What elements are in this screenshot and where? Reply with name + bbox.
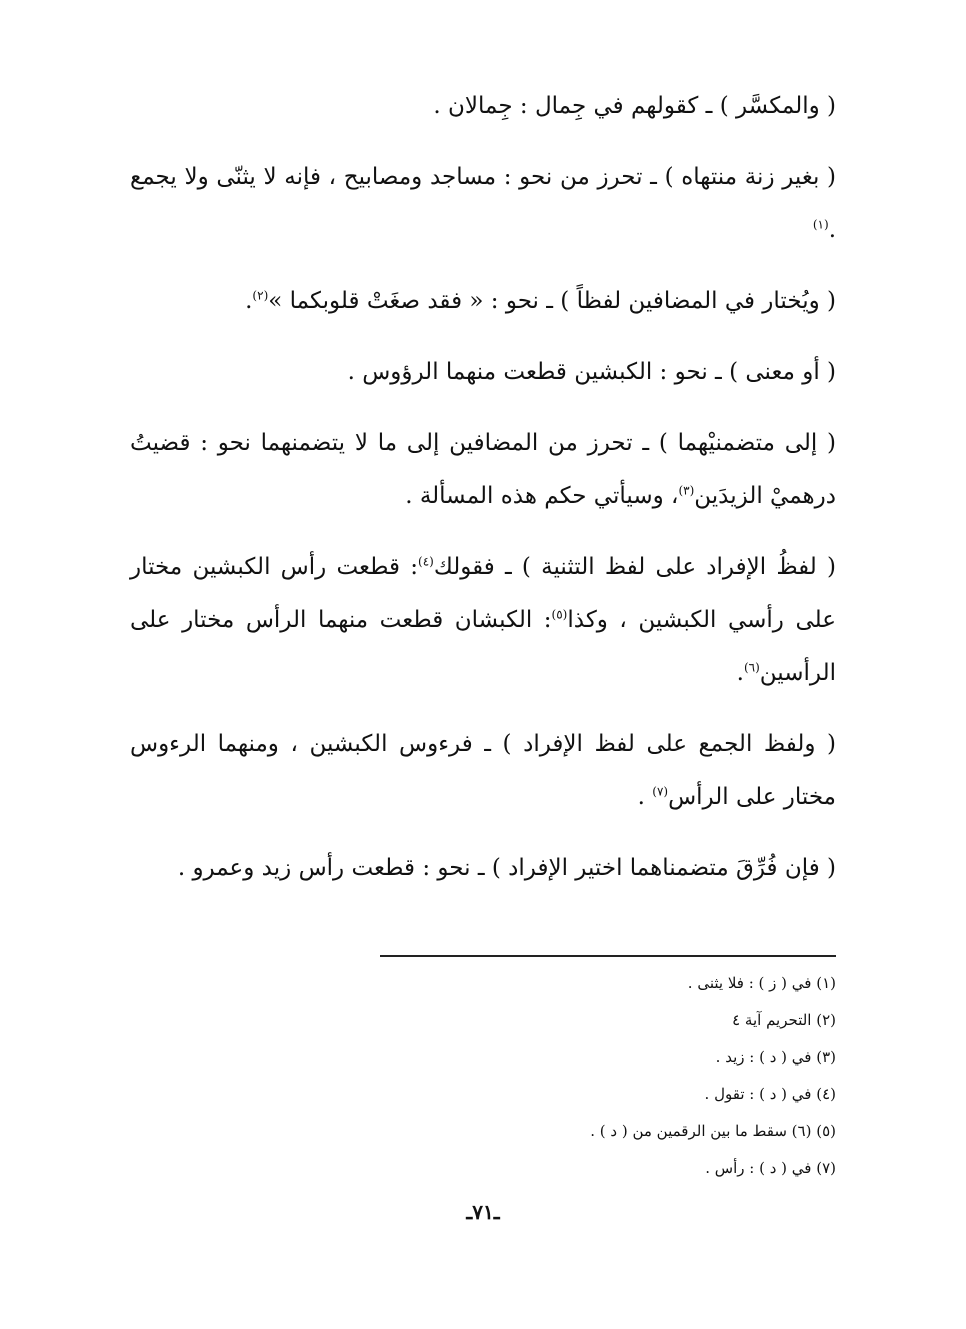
footnote-ref-4: (٤) bbox=[418, 554, 434, 569]
paragraph-4 bbox=[130, 346, 836, 399]
page-number: ـ٧١ـ bbox=[466, 1200, 500, 1224]
paragraph-6-part-2: : قطعت رأس الكبشين مختار على رأسي الكبشين ، وكذا bbox=[130, 554, 836, 633]
footnote-5-6: (٥) (٦) سقط ما بين الرقمين من ( د ) . bbox=[590, 1122, 836, 1140]
paragraph-5 bbox=[130, 417, 836, 523]
main-text bbox=[130, 80, 836, 913]
footnote-2: (٢) التحريم آية ٤ bbox=[732, 1011, 836, 1029]
paragraph-3-text: ( ويُختار في المضافين لفظاً ) ـ نحو : « فقد صغَتْ قلوبكما » bbox=[268, 288, 836, 314]
footnote-ref-7: (٧) bbox=[652, 784, 669, 799]
paragraph-4-text: ( أو معنى ) ـ نحو : الكبشين قطعت منهما الرؤوس . bbox=[347, 359, 836, 385]
paragraph-6-text: ( لفظُ الإفراد على لفظ التثنية ) ـ فقولك bbox=[433, 554, 836, 580]
paragraph-8 bbox=[130, 842, 836, 895]
footnote-4: (٤) في ( د ) : تقول . bbox=[704, 1085, 836, 1103]
paragraph-6-part-3: : الكبشان قطعت منهما الرأس مختار على الرأسين bbox=[130, 607, 836, 686]
footnote-ref-6: (٦) bbox=[743, 660, 760, 675]
footnote-ref-1: (١) bbox=[812, 217, 829, 232]
footnote-ref-2: (٢) bbox=[252, 288, 269, 303]
footnote-1: (١) في ( ز ) : فلا يثنى . bbox=[687, 974, 836, 992]
paragraph-3-tail: . bbox=[245, 288, 253, 314]
paragraph-1-text: ( والمكسَّر ) ـ كقولهم في جِمال : جِمالان . bbox=[433, 93, 836, 119]
footnote-ref-3: (٣) bbox=[678, 483, 695, 498]
paragraph-2 bbox=[130, 151, 836, 257]
paragraph-6-tail: . bbox=[736, 660, 744, 686]
paragraph-7 bbox=[130, 718, 836, 824]
footnote-ref-5: (٥) bbox=[551, 607, 568, 622]
paragraph-7-text: ( ولفظ الجمع على لفظ الإفراد ) ـ فرءوس الكبشين ، ومنهما الرءوس مختار على الرأس bbox=[130, 731, 836, 810]
footnote-7: (٧) في ( د ) : رأس . bbox=[705, 1159, 836, 1177]
footnote-3: (٣) في ( د ) : زيد . bbox=[715, 1048, 836, 1066]
paragraph-6 bbox=[130, 541, 836, 700]
paragraph-8-text: ( فإن فُرِّقَ متضمناهما اختير الإفراد ) ـ نحو : قطعت رأس زيد وعمرو . bbox=[177, 855, 836, 881]
paragraph-2-text: ( بغير زنة منتهاه ) ـ تحرز من نحو : مساجد ومصابيح ، فإنه لا يثنّى ولا يجمع . bbox=[130, 164, 836, 243]
paragraph-1 bbox=[130, 80, 836, 133]
footnotes-section bbox=[380, 955, 836, 1187]
paragraph-5-text: ( إلى متضمنيْهما ) ـ تحرز من المضافين إلى ما لا يتضمنهما نحو : قضيتُ درهميْ الزيدَين bbox=[130, 430, 836, 509]
paragraph-3 bbox=[130, 275, 836, 328]
paragraph-5-tail: ، وسيأتي حكم هذه المسألة . bbox=[405, 483, 679, 509]
paragraph-7-tail: . bbox=[637, 784, 653, 810]
